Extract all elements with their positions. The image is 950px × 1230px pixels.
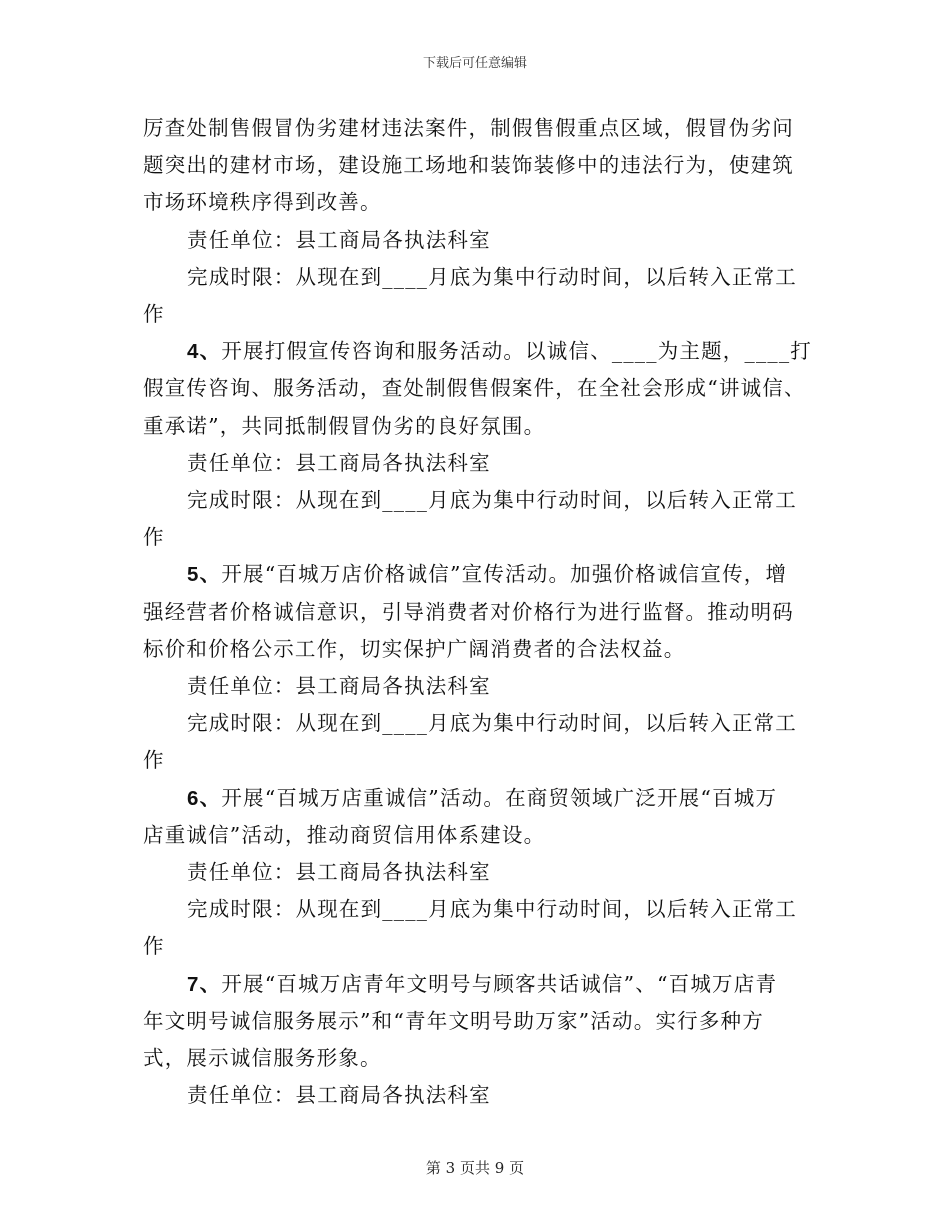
- page-header: 下载后可任意编辑: [422, 56, 527, 71]
- text-line: 题突出的建材市场，建设施工场地和装饰装修中的违法行为，使建筑: [143, 153, 794, 178]
- page-footer: 第 3 页共 9 页: [425, 1159, 525, 1177]
- deadline: 完成时限：从现在到____月底为集中行动时间，以后转入正常工: [187, 711, 797, 736]
- text-line: 作: [143, 748, 165, 773]
- document-body: [143, 110, 813, 1114]
- text-line: 作: [143, 934, 165, 959]
- item-5-line: 5、开展“百城万店价格诚信”宣传活动。加强价格诚信宣传，增: [187, 562, 788, 587]
- item-number: 5、: [187, 563, 222, 587]
- item-number: 7、: [187, 972, 222, 996]
- text-line: 式，展示诚信服务形象。: [143, 1046, 382, 1071]
- item-6-line: 6、开展“百城万店重诚信”活动。在商贸领域广泛开展“百城万: [187, 785, 778, 810]
- deadline: 完成时限：从现在到____月底为集中行动时间，以后转入正常工: [187, 897, 797, 922]
- item-number: 6、: [187, 786, 222, 810]
- responsible-unit: 责任单位：县工商局各执法科室: [187, 674, 491, 699]
- text-line: 标价和价格公示工作，切实保护广阔消费者的合法权益。: [143, 636, 686, 661]
- item-7-line: 7、开展“百城万店青年文明号与顾客共话诚信”、“百城万店青: [187, 971, 778, 996]
- responsible-unit: 责任单位：县工商局各执法科室: [187, 227, 491, 252]
- text-line: 年文明号诚信服务展示”和“青年文明号助万家”活动。实行多种方: [143, 1008, 764, 1033]
- text-line: 作: [143, 525, 165, 550]
- deadline: 完成时限：从现在到____月底为集中行动时间，以后转入正常工: [187, 264, 797, 289]
- item-4-line: 4、开展打假宣传咨询和服务活动。以诚信、____为主题，____打: [187, 339, 813, 364]
- text-line: 假宣传咨询、服务活动，查处制假售假案件，在全社会形成“讲诚信、: [143, 376, 806, 401]
- responsible-unit: 责任单位：县工商局各执法科室: [187, 1083, 491, 1108]
- responsible-unit: 责任单位：县工商局各执法科室: [187, 860, 491, 885]
- text-line: 强经营者价格诚信意识，引导消费者对价格行为进行监督。推动明码: [143, 599, 794, 624]
- text-line: 市场环境秩序得到改善。: [143, 190, 382, 215]
- deadline: 完成时限：从现在到____月底为集中行动时间，以后转入正常工: [187, 488, 797, 513]
- text-line: 厉查处制售假冒伪劣建材违法案件，制假售假重点区域，假冒伪劣问: [143, 116, 794, 140]
- text-line: 作: [143, 302, 165, 327]
- item-number: 4、: [187, 340, 222, 364]
- text-line: 店重诚信”活动，推动商贸信用体系建设。: [143, 822, 546, 847]
- text-line: 重承诺”，共同抵制假冒伪劣的良好氛围。: [143, 413, 546, 438]
- responsible-unit: 责任单位：县工商局各执法科室: [187, 450, 491, 475]
